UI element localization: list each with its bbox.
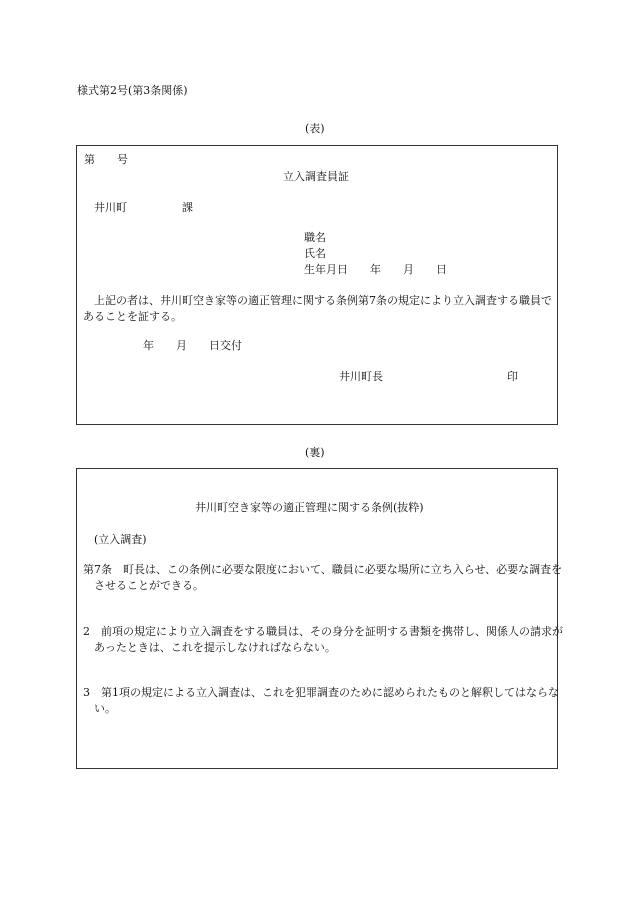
field-name: 氏名 <box>304 247 326 260</box>
department-line: 井川町 課 <box>94 201 193 214</box>
issuer-title: 井川町長 <box>339 370 383 383</box>
ordinance-title: 井川町空き家等の適正管理に関する条例(抜粋) <box>195 501 424 514</box>
paragraph-2: 2 前項の規定により立入調査をする職員は、その身分を証明する書類を携帯し、関係人の請求があったときは、これを提示しなければならない。 <box>83 625 563 654</box>
article-7: 第7条 町長は、この条例に必要な限度において、職員に必要な場所に立ち入らせ、必要な調査をさせることができる。 <box>83 563 563 592</box>
card-title: 立入調査員証 <box>283 170 349 183</box>
field-title: 職名 <box>304 231 326 244</box>
id-card-back <box>76 468 563 769</box>
seal-mark: 印 <box>507 370 518 383</box>
form-number: 様式第2号(第3条関係) <box>77 84 188 97</box>
back-side-label: (裏) <box>305 446 325 459</box>
issued-date: 年 月 日交付 <box>143 339 242 352</box>
paragraph-3: 3 第1項の規定による立入調査は、これを犯罪調査のために認められたものと解釈してはならない。 <box>83 686 559 715</box>
field-birthdate: 生年月日 年 月 日 <box>304 263 447 276</box>
certification-statement: 上記の者は、井川町空き家等の適正管理に関する条例第7条の規定により立入調査する職員であることを証する。 <box>83 294 552 323</box>
section-heading: (立入調査) <box>94 533 147 546</box>
card-number-line: 第 号 <box>84 153 128 166</box>
id-card-front <box>76 145 558 425</box>
front-side-label: (表) <box>305 122 325 135</box>
